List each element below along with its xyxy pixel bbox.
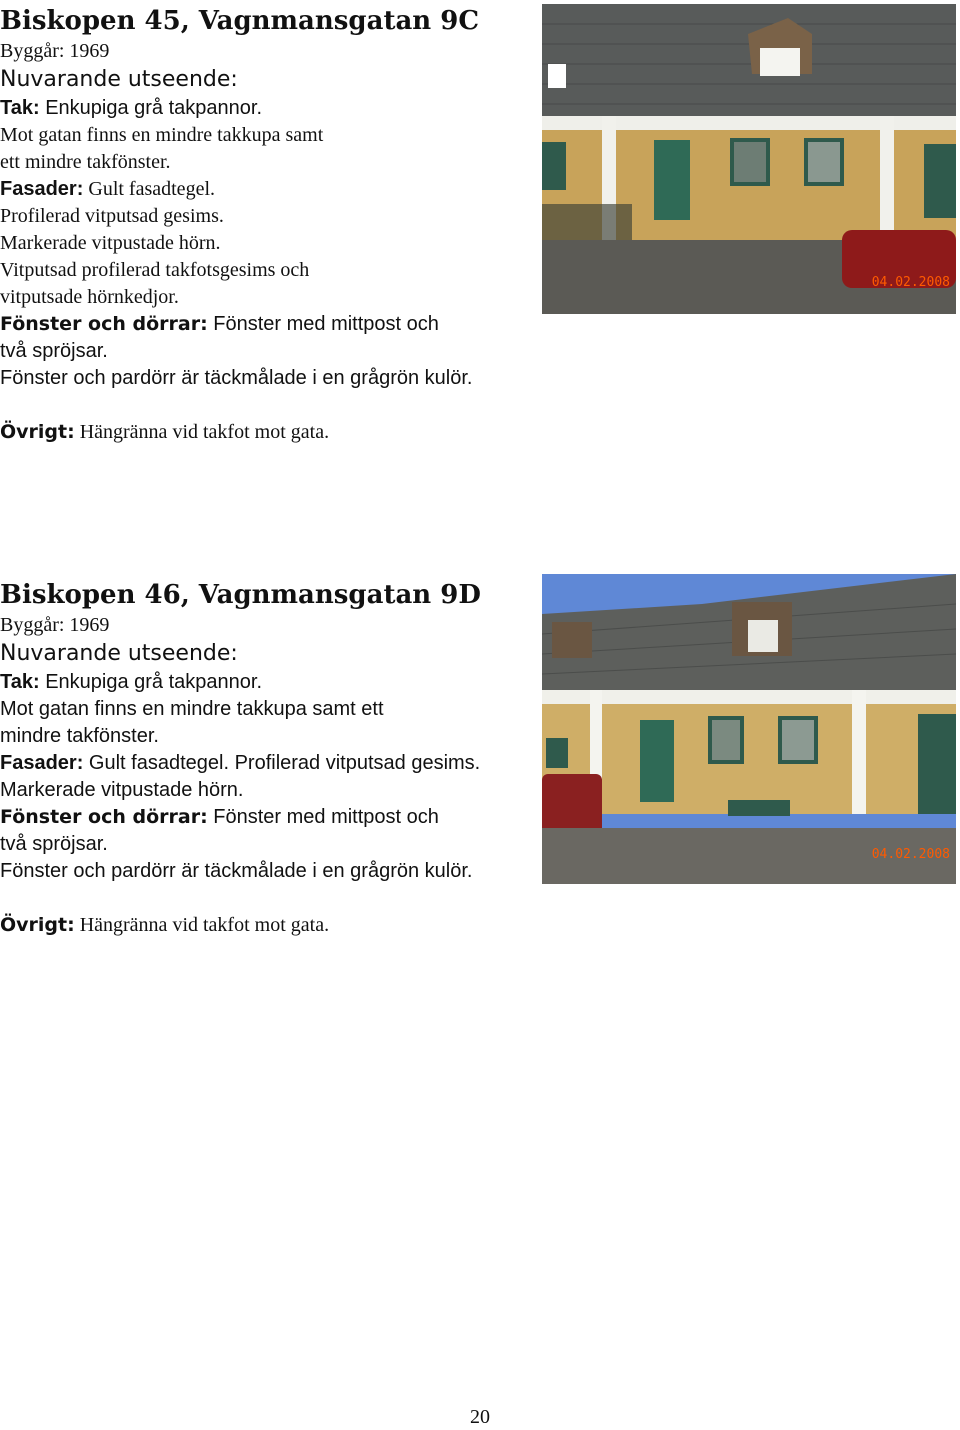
facade-text: Gult fasadtegel. xyxy=(83,178,215,200)
roof-text: Enkupiga grå takpannor. xyxy=(39,671,263,693)
entry-biskopen-45 xyxy=(0,4,540,446)
windows-line xyxy=(0,311,540,338)
other-line xyxy=(0,419,540,446)
current-appearance-heading: Nuvarande utseende: xyxy=(0,641,238,666)
roof-text: Enkupiga grå takpannor. xyxy=(39,97,263,119)
roof-line xyxy=(0,95,540,122)
color-line: Fönster och pardörr är täckmålade i en grågrön kulör. xyxy=(0,367,473,389)
roof-label: Tak: xyxy=(0,97,40,119)
windows-label: Fönster och dörrar: xyxy=(0,806,208,828)
facade-text: Gult fasadtegel. Profilerad vitputsad gesims. xyxy=(83,752,481,774)
entry-biskopen-46 xyxy=(0,578,540,939)
facade-line xyxy=(0,176,540,203)
facade-line xyxy=(0,750,540,777)
text-line: mindre takfönster. xyxy=(0,725,159,747)
house-photo xyxy=(542,574,956,884)
roof-label: Tak: xyxy=(0,671,40,693)
text-line: två spröjsar. xyxy=(0,340,108,362)
windows-text: Fönster med mittpost och xyxy=(207,313,439,335)
build-year: Byggår: 1969 xyxy=(0,614,110,636)
entry-title: Biskopen 45, Vagnmansgatan 9C xyxy=(0,6,480,36)
roof-line xyxy=(0,669,540,696)
text-line: Profilerad vitputsad gesims. xyxy=(0,205,224,227)
house-photo xyxy=(542,4,956,314)
windows-label: Fönster och dörrar: xyxy=(0,313,208,335)
text-line: Markerade vitpustade hörn. xyxy=(0,779,244,801)
text-line: Markerade vitpustade hörn. xyxy=(0,232,221,254)
text-line: vitputsade hörnkedjor. xyxy=(0,286,179,308)
facade-label: Fasader: xyxy=(0,178,84,200)
other-text: Hängränna vid takfot mot gata. xyxy=(74,421,330,443)
text-line: Vitputsad profilerad takfotsgesims och xyxy=(0,259,310,281)
text-line: två spröjsar. xyxy=(0,833,108,855)
other-label: Övrigt: xyxy=(0,421,75,443)
date-stamp: 04.02.2008 xyxy=(871,275,950,290)
build-year: Byggår: 1969 xyxy=(0,40,110,62)
other-label: Övrigt: xyxy=(0,914,75,936)
entry-title: Biskopen 46, Vagnmansgatan 9D xyxy=(0,580,481,610)
text-line: Mot gatan finns en mindre takkupa samt ett xyxy=(0,698,384,720)
text-line: Mot gatan finns en mindre takkupa samt xyxy=(0,124,324,146)
windows-text: Fönster med mittpost och xyxy=(207,806,439,828)
facade-label: Fasader: xyxy=(0,752,84,774)
other-text: Hängränna vid takfot mot gata. xyxy=(74,914,330,936)
page-number: 20 xyxy=(470,1406,490,1428)
other-line xyxy=(0,912,540,939)
text-line: ett mindre takfönster. xyxy=(0,151,171,173)
date-stamp: 04.02.2008 xyxy=(871,847,950,862)
windows-line xyxy=(0,804,540,831)
color-line: Fönster och pardörr är täckmålade i en grågrön kulör. xyxy=(0,860,473,882)
current-appearance-heading: Nuvarande utseende: xyxy=(0,67,238,92)
